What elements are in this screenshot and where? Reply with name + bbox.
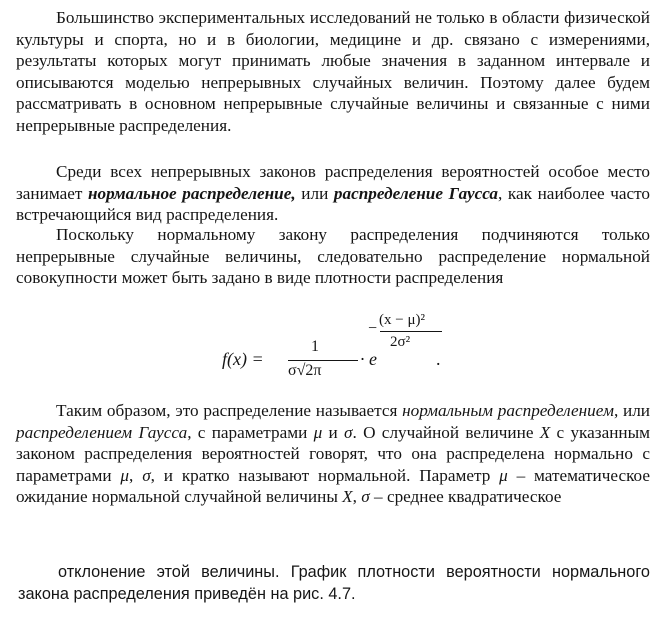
paragraph-parameters <box>16 400 650 508</box>
p4-text-k: с указанным законом распределения вероятностей говорят, что она распределена нормально с параметрами <box>16 422 651 485</box>
p2-text-c: или <box>295 183 334 203</box>
term-gauss-distribution-italic: распределением Гаусса <box>16 422 188 442</box>
formula-exp-numerator: (x − μ)² <box>379 312 425 328</box>
formula-exp-denominator: 2σ² <box>390 334 411 350</box>
symbol-sigma: σ <box>344 422 353 442</box>
density-formula <box>222 314 462 386</box>
symbol-mu: μ <box>120 465 130 485</box>
p4-text-g: и <box>322 422 345 442</box>
p4-text-o: , и кратко называют нормальной. Параметр <box>150 465 500 485</box>
formula-numerator: 1 <box>311 338 319 355</box>
formula-end-dot: . <box>436 349 441 369</box>
p4-text-a: Таким образом, это распределение называется <box>56 401 403 420</box>
p4-text-c: , или <box>613 401 650 420</box>
p2-text-a: Среди всех непрерывных законов распределения вероятностей особое место занимает <box>16 162 650 203</box>
symbol-sigma: σ <box>361 487 370 507</box>
p4-text-u: – среднее квадратическое <box>369 487 562 507</box>
p4-text-q: – математическое ожидание нормальной случайной величины <box>16 465 650 507</box>
formula-denominator: σ√2π <box>288 362 322 379</box>
paragraph-normal-distribution <box>16 161 650 226</box>
p4-text-i: . О случайной величине <box>352 422 540 442</box>
term-gauss-distribution: распределение Гаусса <box>333 183 498 203</box>
symbol-mu: μ <box>499 465 508 485</box>
paragraph-continuation: отклонение этой величины. График плотности вероятности нормального закона распределения приведён на рис. 4.7. <box>18 563 650 603</box>
symbol-mu: μ <box>313 422 323 442</box>
p4-text-m: , <box>129 465 143 485</box>
formula-lhs: f(x) = <box>222 349 264 369</box>
paragraph-intro: Большинство экспериментальных исследований не только в области физической культуры и спорта, но и в биологии, медицине и др. связано с измерениями, результаты которых могут принимать любые значения в заданном интервале и описываются моделью непрерывных случайных величин. Поэтому далее будем рассматривать в основном непрерывные случайные величины и связанные с ними непрерывные распределения. <box>16 8 650 135</box>
p4-text-s: , <box>352 487 362 507</box>
symbol-x: X <box>539 422 551 442</box>
symbol-sigma: σ <box>142 465 151 485</box>
formula-exp-fraction-bar <box>380 331 442 332</box>
p4-text-e: , с параметрами <box>187 422 314 442</box>
term-normal-distribution-italic: нормальным распределением <box>402 401 614 420</box>
formula-fraction-bar <box>288 360 358 361</box>
paragraph-density-intro: Поскольку нормальному закону распределения подчиняются только непрерывные случайные величины, следовательно распределение нормальной совокупности может быть задано в виде плотности распределения <box>16 225 650 288</box>
formula-exp-base: · e <box>360 349 377 369</box>
term-normal-distribution: нормальное распределение, <box>87 183 296 203</box>
formula-exp-minus: − <box>368 320 378 337</box>
symbol-x: X <box>342 487 353 507</box>
p2-text-e: , как наиболее часто встречающийся вид распределения. <box>16 183 650 225</box>
